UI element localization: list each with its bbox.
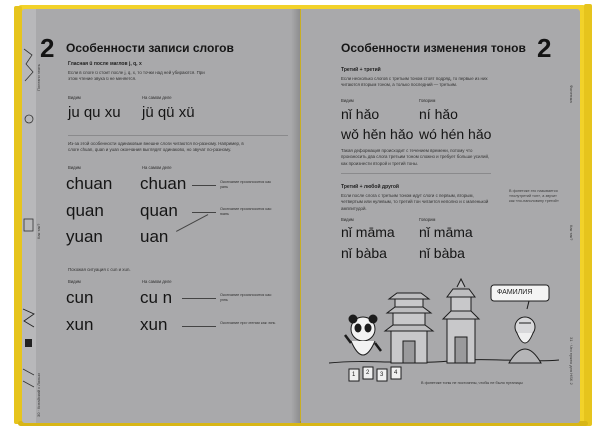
- column-label-actual: На самом деле: [142, 165, 172, 170]
- example-spoken: nǐ māma: [419, 224, 473, 240]
- section-text: Похожая ситуация с cun и xun.: [68, 267, 131, 272]
- word-actual: quan: [140, 201, 178, 220]
- page-title: Особенности изменения тонов: [341, 41, 526, 55]
- example-spoken: ní hǎo: [419, 106, 458, 122]
- leader-line: [182, 326, 216, 327]
- section-subtitle: Третий + любой другой: [341, 184, 400, 190]
- vertical-side-label: Как так?: [569, 225, 574, 241]
- column-label-see: Видим: [68, 279, 81, 284]
- book-cover-edge-left: [14, 6, 22, 424]
- example-written: nǐ bàba: [341, 245, 387, 261]
- column-label-see: Видим: [341, 217, 354, 222]
- pronunciation-note: Окончание произносится как уань: [220, 180, 271, 190]
- right-page: [301, 9, 580, 423]
- column-label-say: Говорим: [419, 217, 436, 222]
- side-label: Фонетика: [569, 85, 574, 103]
- card-label: 1: [352, 372, 356, 378]
- column-label-see: Видим: [341, 98, 354, 103]
- example-written: nǐ hǎo: [341, 106, 380, 122]
- section-text: Если в слоге ü стоит после j, q, x, то точки над ней убираются. При этом чтение звука ü не меняется.: [68, 70, 205, 82]
- page-footer: 30 · Китайский с Лаоши: [36, 373, 41, 417]
- leader-line: [192, 185, 216, 186]
- pronunciation-note: Окончание произносится как: уэнь: [220, 293, 272, 303]
- word-actual: cu n: [140, 288, 173, 307]
- column-label-actual: На самом деле: [142, 95, 172, 100]
- word-written: xun: [66, 315, 94, 334]
- section-subtitle: Гласная ü после маглов j, q, x: [68, 61, 142, 67]
- section-text: Такая деформация происходит с течением времени, потому что произносить два слога третьим тоном сложно и требует больше усилий, как произнести второй и третий тоны.: [341, 148, 490, 166]
- book-cover-edge-right: [584, 4, 592, 426]
- column-label-say: Говорим: [419, 98, 436, 103]
- column-label-see: Видим: [68, 165, 81, 170]
- pronunciation-note: Окончание при чтении как: юнь: [220, 321, 276, 325]
- section-subtitle: Третий + третий: [341, 67, 381, 73]
- example-spoken: nǐ bàba: [419, 245, 465, 261]
- leader-line: [182, 298, 216, 299]
- left-page: [22, 9, 300, 423]
- column-label-see: Видим: [68, 95, 81, 100]
- leader-line: [176, 214, 208, 232]
- example-spoken: wó hén hǎo: [419, 126, 492, 142]
- sign-text: ФАМИЛИЯ: [497, 289, 533, 296]
- page-footer: 31 · Что нужно для HSK 2: [569, 337, 574, 385]
- word-actual: uan: [140, 227, 169, 246]
- illustration-caption: В фонетике тоны не постоянны, чтобы не было путаницы: [421, 381, 523, 385]
- word-actual: xun: [140, 315, 168, 334]
- example-written: nǐ māma: [341, 224, 395, 240]
- word-written: chuan: [66, 174, 113, 193]
- vertical-side-label: Как так?: [36, 223, 41, 239]
- divider: [68, 135, 288, 136]
- left-edge-illustration: [22, 9, 36, 423]
- example-written: ju qu xu: [68, 104, 121, 121]
- chapter-number: 2: [537, 33, 552, 63]
- chapter-number: 2: [40, 33, 55, 63]
- word-written: quan: [66, 201, 104, 220]
- card-label: 3: [380, 372, 384, 378]
- card-label: 4: [394, 370, 398, 376]
- word-written: yuan: [66, 227, 103, 246]
- word-written: cun: [66, 288, 94, 307]
- divider: [341, 173, 491, 174]
- spine-shadow-left: [291, 9, 301, 423]
- section-text: Если после слога с третьим тоном идут слоги с первым, вторым, четвертым или нулевым, то третий тон читается неполно и с маленькой амплитудой.: [341, 193, 489, 211]
- callout-note: В фонетике это называется «полутретий тон», а звучит как «по-наполовину третий»: [509, 189, 559, 204]
- section-text: Из-за этой особенности одинаковые внешне слоги читаются по-разному. Например, в слоге chuan, quan и yuan окончания выглядят одинаково, но звучат по-разному.: [68, 141, 244, 153]
- example-written: wǒ hěn hǎo: [341, 126, 414, 142]
- pronunciation-note: Окончание произносится как: юань: [220, 207, 272, 217]
- section-text: Если несколько слогов с третьим тоном стоят подряд, то первые из них читаются вторым тоном, а только последний — третьим.: [341, 76, 488, 88]
- page-title: Особенности записи слогов: [66, 41, 234, 55]
- example-actual: jü qü xü: [142, 104, 195, 121]
- side-label: Полезно знать: [36, 64, 41, 91]
- leader-line: [192, 212, 216, 213]
- word-actual: chuan: [140, 174, 187, 193]
- card-label: 2: [366, 370, 370, 376]
- column-label-actual: На самом деле: [142, 279, 172, 284]
